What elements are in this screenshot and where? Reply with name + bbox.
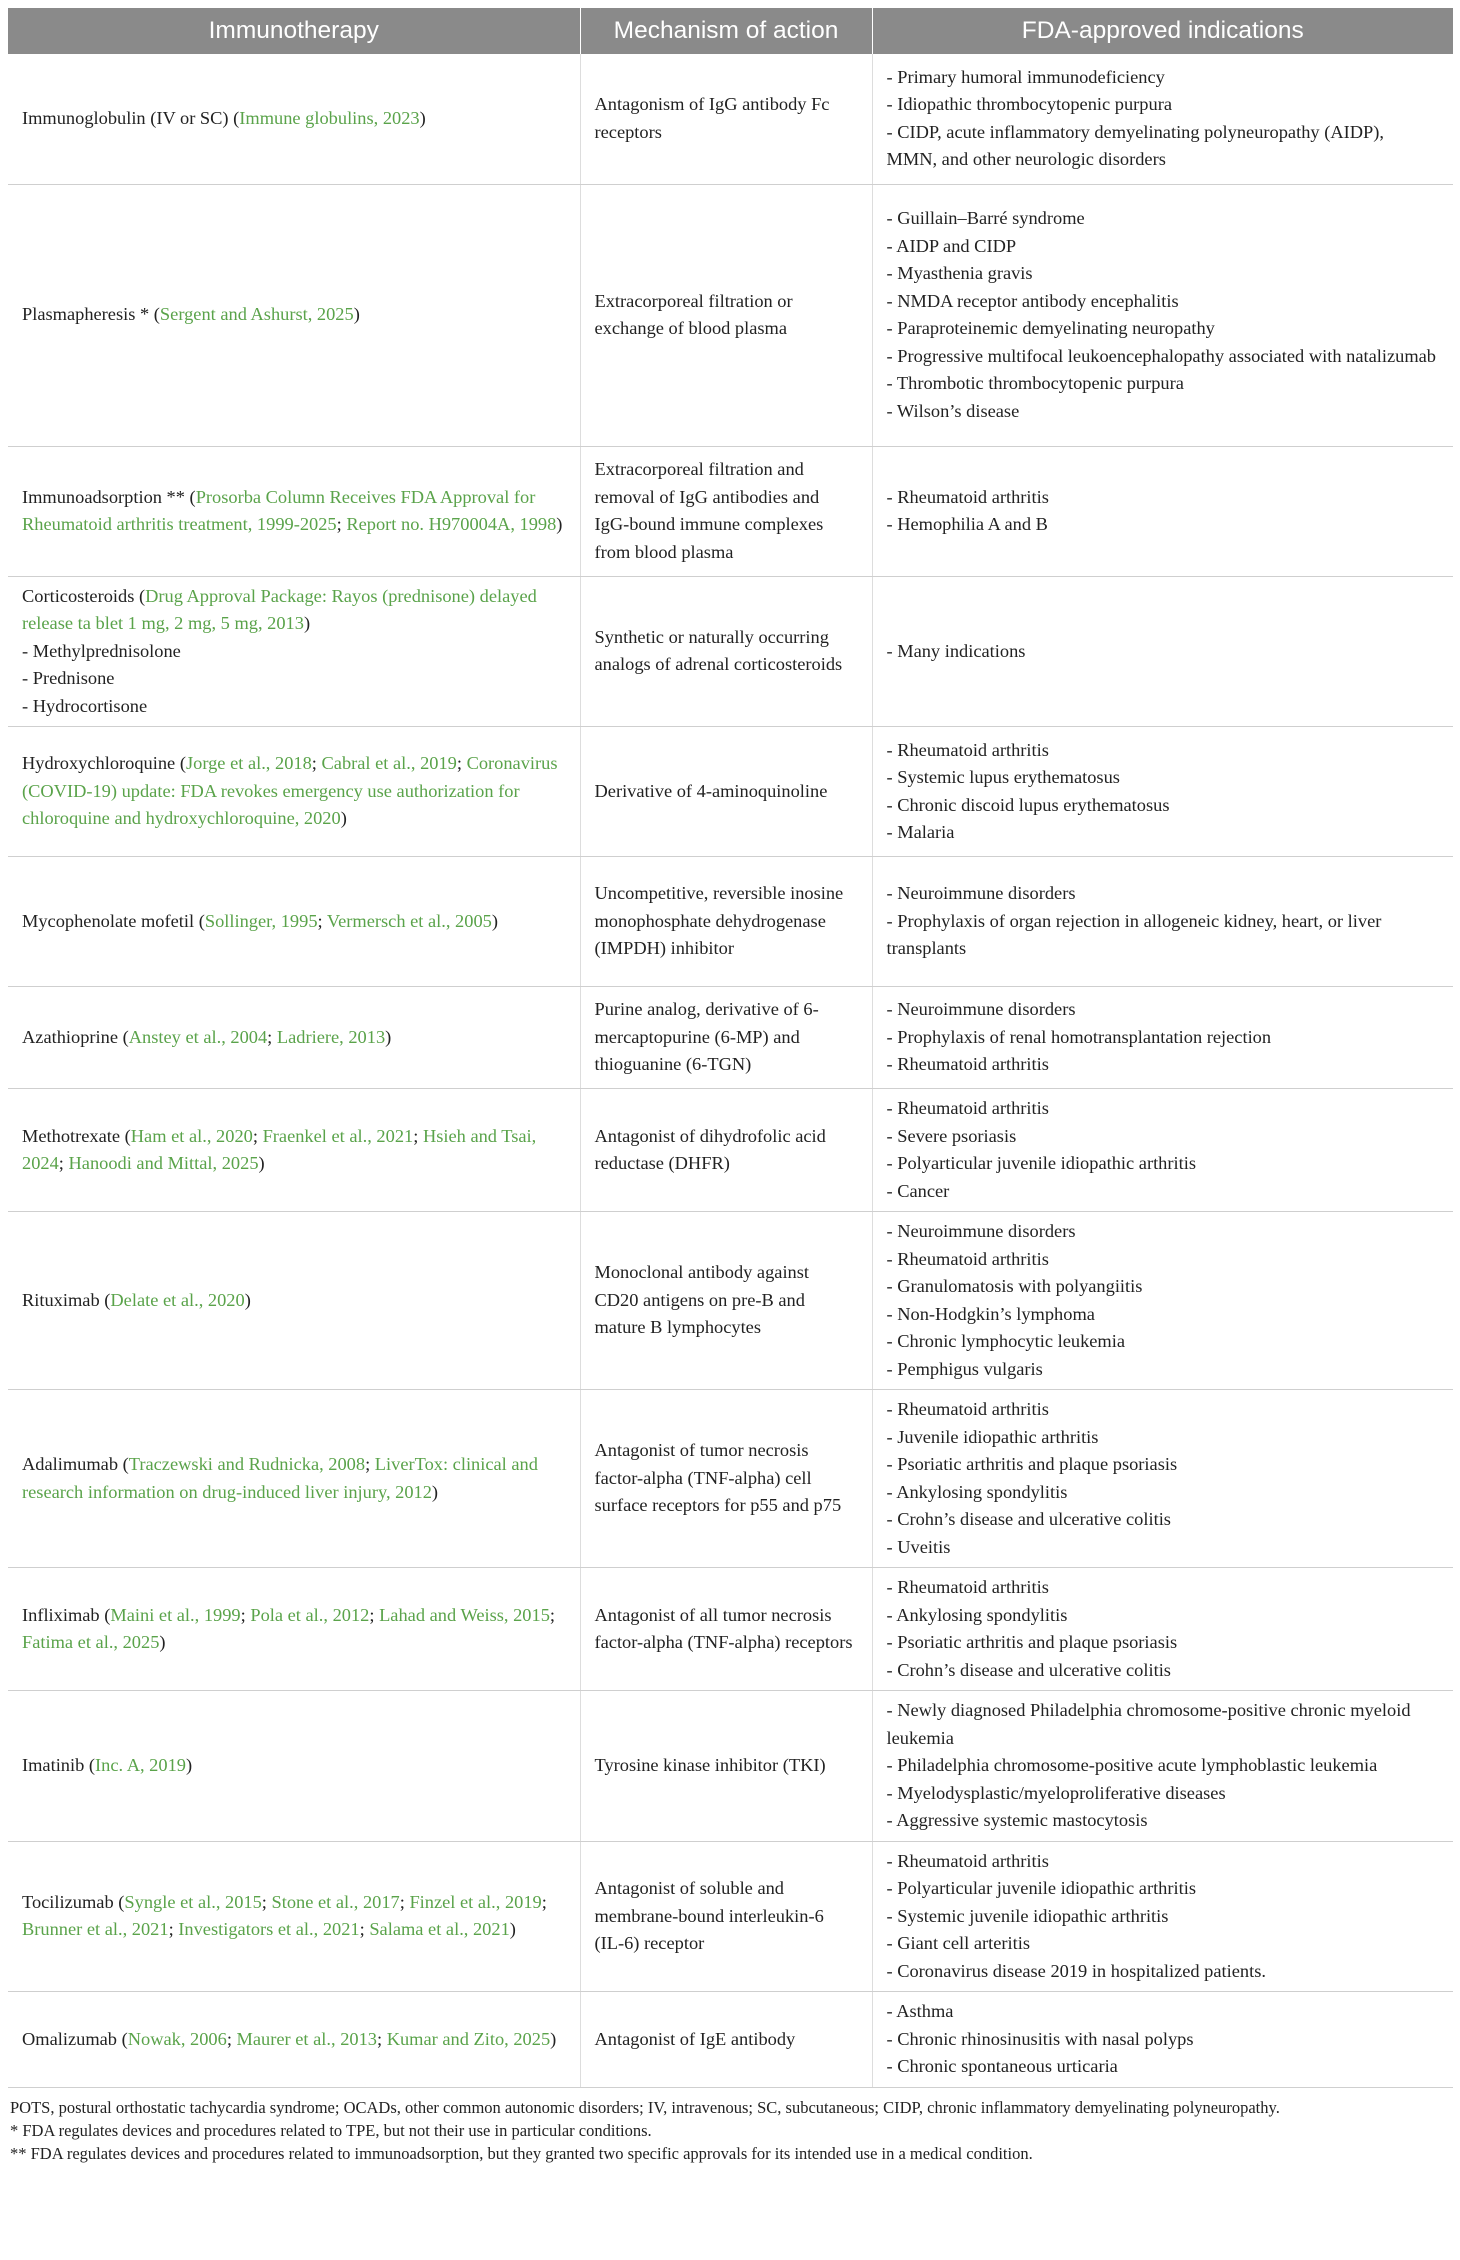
indication-item: - Coronavirus disease 2019 in hospitalized patients. bbox=[886, 1960, 1266, 1981]
cell-indications bbox=[872, 1212, 1453, 1390]
cell-indications bbox=[872, 1992, 1453, 2088]
drug-subitem: - Methylprednisolone bbox=[22, 640, 181, 661]
indication-item: - Wilson’s disease bbox=[886, 400, 1020, 421]
indication-item: - Philadelphia chromosome-positive acute lymphoblastic leukemia bbox=[886, 1755, 1378, 1775]
immunotherapy-table bbox=[8, 8, 1453, 2088]
cell-mechanism: Monoclonal antibody against CD20 antigens on pre-B and mature B lymphocytes bbox=[580, 1212, 872, 1390]
indication-item: - Cancer bbox=[886, 1180, 950, 1201]
citation-link[interactable]: Fatima et al., 2025 bbox=[22, 1632, 160, 1652]
citation-link[interactable]: Immune globulins, 2023 bbox=[239, 108, 420, 128]
indication-item: - Neuroimmune disorders bbox=[886, 1221, 1076, 1241]
citation-link[interactable]: Ladriere, 2013 bbox=[276, 1026, 386, 1047]
cell-immunotherapy: Immunoglobulin (IV or SC) (Immune globulins, 2023) bbox=[8, 54, 580, 184]
indication-item: - Prophylaxis of organ rejection in allogeneic kidney, heart, or liver transplants bbox=[886, 910, 1382, 959]
table-body bbox=[8, 54, 1453, 2087]
indication-item: - Non-Hodgkin’s lymphoma bbox=[886, 1303, 1095, 1324]
indication-item: - Juvenile idiopathic arthritis bbox=[886, 1426, 1099, 1447]
citation-link[interactable]: Brunner et al., 2021 bbox=[22, 1919, 169, 1940]
cell-immunotherapy: Immunoadsorption ** (Prosorba Column Receives FDA Approval for Rheumatoid arthritis treatment, 1999-2025; Report no. H970004A, 1998) bbox=[8, 446, 580, 576]
indication-item: - Chronic discoid lupus erythematosus bbox=[886, 794, 1170, 815]
indication-item: - Rheumatoid arthritis bbox=[886, 1577, 1049, 1597]
footnote-tpe: * FDA regulates devices and procedures related to TPE, but not their use in particular conditions. bbox=[10, 2120, 652, 2140]
cell-immunotherapy: Tocilizumab (Syngle et al., 2015; Stone et al., 2017; Finzel et al., 2019; Brunner et al., 2021; Investigators et al., 2021; Salama et al., 2021) bbox=[8, 1841, 580, 1992]
citation-link[interactable]: Maini et al., 1999 bbox=[110, 1604, 241, 1625]
indication-item: - Malaria bbox=[886, 822, 955, 842]
cell-immunotherapy: Azathioprine (Anstey et al., 2004; Ladriere, 2013) bbox=[8, 987, 580, 1089]
citation-link[interactable]: Vermersch et al., 2005 bbox=[326, 910, 492, 931]
drug-subitem: - Hydrocortisone bbox=[22, 695, 148, 716]
citation-link[interactable]: Coronavirus (COVID-19) update: FDA revokes emergency use authorization for chloroquine and hydroxychloroquine, 2020 bbox=[22, 753, 558, 829]
citation-link[interactable]: Salama et al., 2021 bbox=[369, 1919, 510, 1940]
cell-mechanism: Antagonist of IgE antibody bbox=[580, 1992, 872, 2088]
table-row bbox=[8, 1089, 1453, 1212]
citation-link[interactable]: Finzel et al., 2019 bbox=[409, 1891, 542, 1912]
indication-item: - Thrombotic thrombocytopenic purpura bbox=[886, 373, 1184, 393]
header-indications: FDA-approved indications bbox=[872, 8, 1453, 54]
header-immunotherapy: Immunotherapy bbox=[8, 8, 580, 54]
drug-name: Tocilizumab bbox=[22, 1891, 114, 1912]
citation-link[interactable]: Kumar and Zito, 2025 bbox=[386, 2028, 551, 2049]
indication-item: - Chronic lymphocytic leukemia bbox=[886, 1331, 1126, 1351]
table-row bbox=[8, 446, 1453, 576]
cell-mechanism: Extracorporeal filtration and removal of IgG antibodies and IgG-bound immune complexes from blood plasma bbox=[580, 446, 872, 576]
cell-immunotherapy: Corticosteroids (Drug Approval Package: Rayos (prednisone) delayed release ta blet 1 mg, 2 mg, 5 mg, 2013) - Methylprednisolone - Prednisone - Hydrocortisone bbox=[8, 576, 580, 727]
indication-item: - Psoriatic arthritis and plaque psoriasis bbox=[886, 1454, 1178, 1474]
citation-link[interactable]: Delate et al., 2020 bbox=[110, 1289, 245, 1310]
indication-item: - Chronic spontaneous urticaria bbox=[886, 2056, 1118, 2076]
cell-indications bbox=[872, 1089, 1453, 1212]
drug-name: Azathioprine bbox=[22, 1026, 119, 1047]
table-row bbox=[8, 1691, 1453, 1842]
indication-item: - Myasthenia gravis bbox=[886, 263, 1033, 283]
citation-link[interactable]: Syngle et al., 2015 bbox=[124, 1891, 262, 1912]
drug-name: Hydroxychloroquine bbox=[22, 753, 176, 774]
cell-mechanism: Purine analog, derivative of 6-mercaptopurine (6-MP) and thioguanine (6-TGN) bbox=[580, 987, 872, 1089]
indication-item: - Hemophilia A and B bbox=[886, 514, 1048, 534]
citation-link[interactable]: Jorge et al., 2018 bbox=[185, 753, 312, 774]
indication-item: - CIDP, acute inflammatory demyelinating polyneuropathy (AIDP), MMN, and other neurologic disorders bbox=[886, 121, 1384, 170]
indication-item: - Rheumatoid arthritis bbox=[886, 1054, 1049, 1075]
citation-link[interactable]: Maurer et al., 2013 bbox=[236, 2028, 377, 2049]
citation-link[interactable]: Ham et al., 2020 bbox=[130, 1125, 253, 1146]
citation-link[interactable]: Sollinger, 1995 bbox=[204, 910, 318, 931]
drug-name: Corticosteroids bbox=[22, 585, 135, 606]
cell-immunotherapy: Adalimumab (Traczewski and Rudnicka, 2008; LiverTox: clinical and research information on drug-induced liver injury, 2012) bbox=[8, 1390, 580, 1568]
cell-immunotherapy: Imatinib (Inc. A, 2019) bbox=[8, 1691, 580, 1842]
indication-item: - Ankylosing spondylitis bbox=[886, 1481, 1068, 1502]
citation-link[interactable]: Stone et al., 2017 bbox=[271, 1891, 400, 1912]
footnote-immunoadsorption: ** FDA regulates devices and procedures related to immunoadsorption, but they granted two specific approvals for its intended use in a medical condition. bbox=[10, 2143, 1033, 2163]
drug-name: Immunoglobulin (IV or SC) bbox=[22, 108, 229, 128]
indication-item: - Aggressive systemic mastocytosis bbox=[886, 1810, 1148, 1830]
indication-item: - Asthma bbox=[886, 2001, 954, 2021]
table-row bbox=[8, 54, 1453, 184]
cell-mechanism: Derivative of 4-aminoquinoline bbox=[580, 727, 872, 857]
cell-mechanism: Antagonist of soluble and membrane-bound interleukin-6 (IL-6) receptor bbox=[580, 1841, 872, 1992]
header-mechanism: Mechanism of action bbox=[580, 8, 872, 54]
indication-item: - Neuroimmune disorders bbox=[886, 883, 1076, 904]
citation-link[interactable]: Investigators et al., 2021 bbox=[178, 1919, 360, 1940]
indication-item: - Rheumatoid arthritis bbox=[886, 1850, 1049, 1871]
indication-item: - Systemic juvenile idiopathic arthritis bbox=[886, 1905, 1169, 1926]
citation-link[interactable]: Traczewski and Rudnicka, 2008 bbox=[128, 1454, 366, 1474]
citation-link[interactable]: Prosorba Column Receives FDA Approval for Rheumatoid arthritis treatment, 1999-2025 bbox=[22, 486, 536, 534]
footnotes bbox=[8, 2096, 1453, 2165]
indication-item: - Myelodysplastic/myeloproliferative diseases bbox=[886, 1782, 1226, 1803]
table-container bbox=[8, 8, 1453, 2165]
table-row bbox=[8, 1568, 1453, 1691]
indication-item: - Polyarticular juvenile idiopathic arthritis bbox=[886, 1878, 1196, 1898]
indication-item: - Systemic lupus erythematosus bbox=[886, 767, 1120, 787]
indication-item: - Prophylaxis of renal homotransplantation rejection bbox=[886, 1026, 1272, 1047]
citation-link[interactable]: Cabral et al., 2019 bbox=[321, 753, 457, 774]
indication-item: - Primary humoral immunodeficiency bbox=[886, 66, 1165, 87]
cell-mechanism: Tyrosine kinase inhibitor (TKI) bbox=[580, 1691, 872, 1842]
cell-indications bbox=[872, 727, 1453, 857]
cell-indications bbox=[872, 1841, 1453, 1992]
footnote-abbreviations: POTS, postural orthostatic tachycardia syndrome; OCADs, other common autonomic disorders; IV, intravenous; SC, subcutaneous; CIDP, chronic inflammatory demyelinating polyneuropathy. bbox=[10, 2097, 1280, 2117]
drug-name: Adalimumab bbox=[22, 1454, 119, 1474]
drug-name: Methotrexate bbox=[22, 1125, 121, 1146]
cell-mechanism: Extracorporeal filtration or exchange of blood plasma bbox=[580, 184, 872, 446]
citation-link[interactable]: Hsieh and Tsai, 2024 bbox=[22, 1125, 537, 1173]
cell-immunotherapy: Mycophenolate mofetil (Sollinger, 1995; Vermersch et al., 2005) bbox=[8, 857, 580, 987]
cell-immunotherapy: Plasmapheresis * (Sergent and Ashurst, 2025) bbox=[8, 184, 580, 446]
indication-item: - Rheumatoid arthritis bbox=[886, 486, 1049, 507]
indication-item: - Progressive multifocal leukoencephalopathy associated with natalizumab bbox=[886, 345, 1437, 366]
drug-name: Mycophenolate mofetil bbox=[22, 910, 195, 931]
indication-item: - Pemphigus vulgaris bbox=[886, 1358, 1043, 1379]
indication-item: - Idiopathic thrombocytopenic purpura bbox=[886, 94, 1172, 115]
indication-item: - Many indications bbox=[886, 640, 1026, 661]
citation-link[interactable]: Drug Approval Package: Rayos (prednisone) delayed release ta blet 1 mg, 2 mg, 5 mg, 2013 bbox=[22, 585, 537, 633]
cell-immunotherapy: Infliximab (Maini et al., 1999; Pola et al., 2012; Lahad and Weiss, 2015; Fatima et al., 2025) bbox=[8, 1568, 580, 1691]
drug-name: Omalizumab bbox=[22, 2028, 117, 2049]
indication-item: - Guillain–Barré syndrome bbox=[886, 208, 1085, 228]
citation-link[interactable]: Anstey et al., 2004 bbox=[128, 1026, 268, 1047]
cell-mechanism: Antagonist of all tumor necrosis factor-alpha (TNF-alpha) receptors bbox=[580, 1568, 872, 1691]
indication-item: - Rheumatoid arthritis bbox=[886, 1399, 1049, 1419]
cell-immunotherapy: Rituximab (Delate et al., 2020) bbox=[8, 1212, 580, 1390]
indication-item: - Paraproteinemic demyelinating neuropathy bbox=[886, 318, 1215, 338]
table-row bbox=[8, 727, 1453, 857]
cell-indications bbox=[872, 576, 1453, 727]
citation-link[interactable]: Lahad and Weiss, 2015 bbox=[379, 1604, 550, 1625]
cell-mechanism: Synthetic or naturally occurring analogs of adrenal corticosteroids bbox=[580, 576, 872, 727]
cell-indications bbox=[872, 54, 1453, 184]
drug-subitem: - Prednisone bbox=[22, 668, 115, 688]
table-row bbox=[8, 1841, 1453, 1992]
indication-item: - Granulomatosis with polyangiitis bbox=[886, 1276, 1143, 1296]
citation-link[interactable]: Report no. H970004A, 1998 bbox=[346, 514, 557, 534]
indication-item: - Giant cell arteritis bbox=[886, 1933, 1030, 1953]
indication-item: - Polyarticular juvenile idiopathic arthritis bbox=[886, 1153, 1196, 1173]
indication-item: - Ankylosing spondylitis bbox=[886, 1604, 1068, 1625]
citation-link[interactable]: Hanoodi and Mittal, 2025 bbox=[68, 1153, 259, 1173]
table-row bbox=[8, 1390, 1453, 1568]
cell-indications bbox=[872, 1390, 1453, 1568]
indication-item: - Crohn’s disease and ulcerative colitis bbox=[886, 1509, 1171, 1529]
table-row bbox=[8, 987, 1453, 1089]
citation-link[interactable]: Nowak, 2006 bbox=[127, 2028, 227, 2049]
cell-indications bbox=[872, 1691, 1453, 1842]
cell-mechanism: Uncompetitive, reversible inosine monophosphate dehydrogenase (IMPDH) inhibitor bbox=[580, 857, 872, 987]
indication-item: - Chronic rhinosinusitis with nasal polyps bbox=[886, 2028, 1194, 2049]
drug-name: Immunoadsorption ** bbox=[22, 486, 185, 507]
indication-item: - Rheumatoid arthritis bbox=[886, 1098, 1049, 1118]
table-row bbox=[8, 857, 1453, 987]
indication-item: - Neuroimmune disorders bbox=[886, 999, 1076, 1020]
drug-name: Plasmapheresis * bbox=[22, 304, 150, 325]
indication-item: - NMDA receptor antibody encephalitis bbox=[886, 290, 1179, 311]
cell-indications bbox=[872, 1568, 1453, 1691]
cell-indications bbox=[872, 446, 1453, 576]
cell-indications bbox=[872, 987, 1453, 1089]
table-row bbox=[8, 1212, 1453, 1390]
indication-item: - Rheumatoid arthritis bbox=[886, 739, 1049, 760]
cell-mechanism: Antagonism of IgG antibody Fc receptors bbox=[580, 54, 872, 184]
citation-link[interactable]: Sergent and Ashurst, 2025 bbox=[159, 304, 354, 325]
cell-immunotherapy: Methotrexate (Ham et al., 2020; Fraenkel et al., 2021; Hsieh and Tsai, 2024; Hanoodi and Mittal, 2025) bbox=[8, 1089, 580, 1212]
drug-name: Imatinib bbox=[22, 1755, 85, 1775]
cell-indications bbox=[872, 857, 1453, 987]
drug-name: Rituximab bbox=[22, 1289, 100, 1310]
table-row bbox=[8, 1992, 1453, 2088]
header-row bbox=[8, 8, 1453, 54]
cell-immunotherapy: Hydroxychloroquine (Jorge et al., 2018; Cabral et al., 2019; Coronavirus (COVID-19) update: FDA revokes emergency use authorization for chloroquine and hydroxychloroquine, 2020) bbox=[8, 727, 580, 857]
citation-link[interactable]: Inc. A, 2019 bbox=[95, 1755, 186, 1775]
citation-link[interactable]: Fraenkel et al., 2021 bbox=[262, 1125, 414, 1146]
indication-item: - Severe psoriasis bbox=[886, 1125, 1017, 1146]
indication-item: - AIDP and CIDP bbox=[886, 235, 1017, 256]
drug-name: Infliximab bbox=[22, 1604, 100, 1625]
cell-indications bbox=[872, 184, 1453, 446]
cell-immunotherapy: Omalizumab (Nowak, 2006; Maurer et al., 2013; Kumar and Zito, 2025) bbox=[8, 1992, 580, 2088]
table-row bbox=[8, 184, 1453, 446]
cell-mechanism: Antagonist of tumor necrosis factor-alpha (TNF-alpha) cell surface receptors for p55 and p75 bbox=[580, 1390, 872, 1568]
indication-item: - Uveitis bbox=[886, 1536, 951, 1557]
citation-link[interactable]: Pola et al., 2012 bbox=[250, 1604, 370, 1625]
table-row bbox=[8, 576, 1453, 727]
indication-item: - Psoriatic arthritis and plaque psoriasis bbox=[886, 1632, 1178, 1652]
indication-item: - Newly diagnosed Philadelphia chromosome-positive chronic myeloid leukemia bbox=[886, 1700, 1411, 1748]
cell-mechanism: Antagonist of dihydrofolic acid reductase (DHFR) bbox=[580, 1089, 872, 1212]
indication-item: - Rheumatoid arthritis bbox=[886, 1248, 1049, 1269]
indication-item: - Crohn’s disease and ulcerative colitis bbox=[886, 1659, 1171, 1680]
citation-link[interactable]: LiverTox: clinical and research information on drug-induced liver injury, 2012 bbox=[22, 1454, 538, 1502]
